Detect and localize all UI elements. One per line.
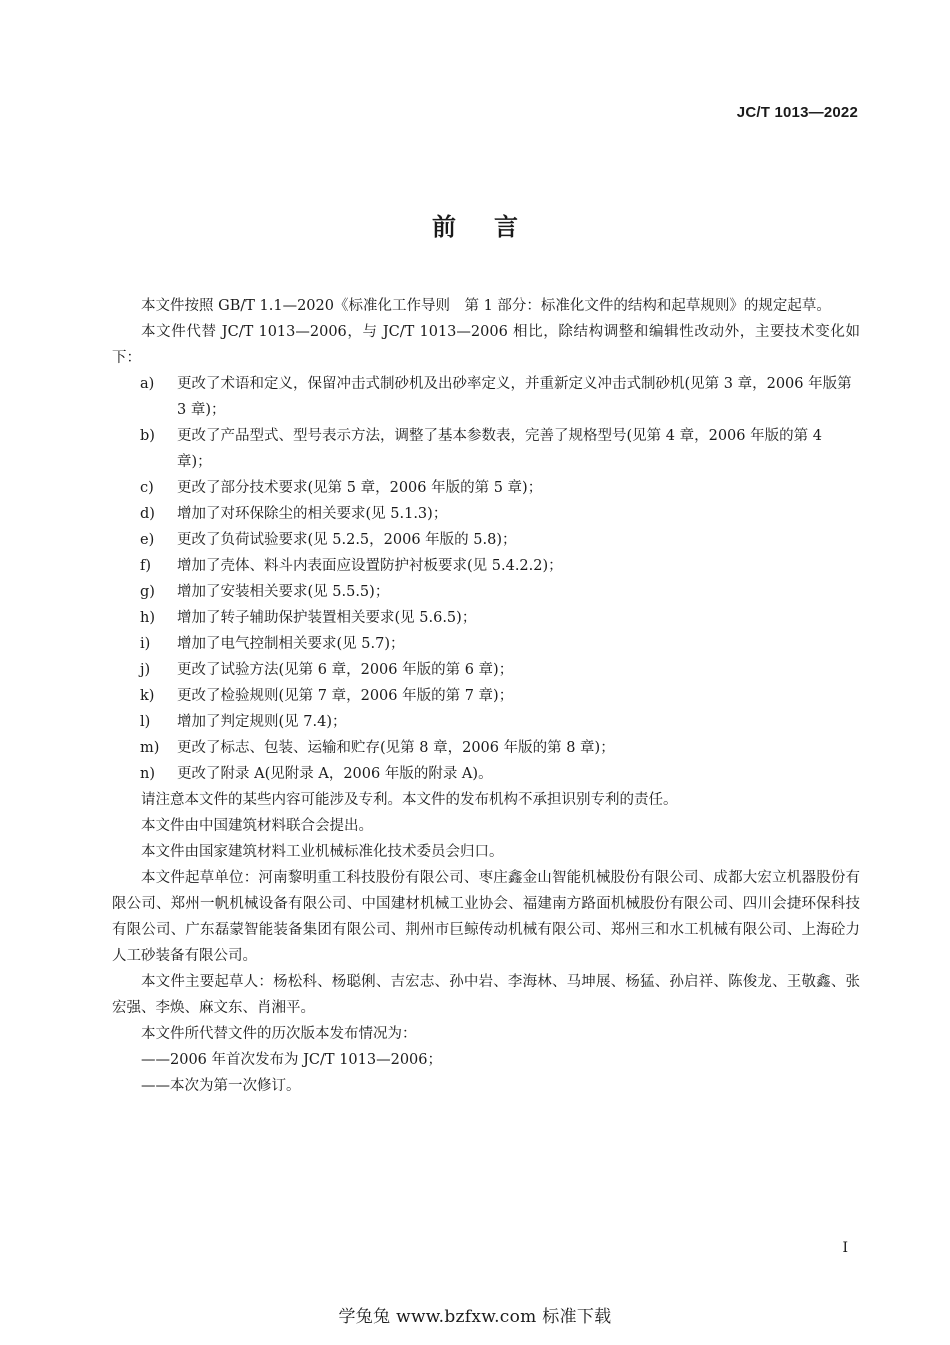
list-marker: l) (140, 714, 151, 730)
changes-list (112, 371, 860, 787)
list-item-text: 增加了电气控制相关要求(见 5.7)； (177, 636, 405, 652)
list-item (112, 527, 860, 553)
list-item-text: 更改了试验方法(见第 6 章，2006 年版的第 6 章)； (177, 662, 514, 678)
list-item (112, 475, 860, 501)
list-item (112, 761, 860, 787)
list-item-text: 更改了附录 A(见附录 A，2006 年版的附录 A)。 (177, 766, 493, 782)
list-marker: f) (140, 558, 152, 574)
foreword-body (112, 293, 860, 1099)
list-item-text: 增加了安装相关要求(见 5.5.5)； (177, 584, 390, 600)
list-item (112, 735, 860, 761)
list-marker: e) (140, 532, 155, 548)
list-marker: a) (140, 376, 155, 392)
list-item-text: 更改了负荷试验要求(见 5.2.5，2006 年版的 5.8)； (177, 532, 517, 548)
list-item (112, 579, 860, 605)
history-item: ——本次为第一次修订。 (141, 1078, 301, 1094)
list-item (112, 631, 860, 657)
history-intro: 本文件所代替文件的历次版本发布情况为： (141, 1026, 417, 1042)
list-marker: i) (140, 636, 151, 652)
list-item (112, 709, 860, 735)
list-item-text: 增加了判定规则(见 7.4)； (177, 714, 347, 730)
history-item: ——2006 年首次发布为 JC/T 1013—2006； (141, 1052, 442, 1068)
page-number: I (842, 1240, 848, 1256)
committee-statement: 本文件由国家建筑材料工业机械标准化技术委员会归口。 (141, 844, 504, 860)
list-item-text: 更改了部分技术要求(见第 5 章，2006 年版的第 5 章)； (177, 480, 543, 496)
standard-code: JC/T 1013—2022 (736, 104, 858, 121)
list-item (112, 371, 860, 423)
list-item-text: 增加了转子辅助保护装置相关要求(见 5.6.5)； (177, 610, 477, 626)
list-item (112, 683, 860, 709)
drafters: 本文件主要起草人：杨松科、杨聪俐、吉宏志、孙中岩、李海林、马坤展、杨猛、孙启祥、陈俊龙、王敬鑫、张宏强、李焕、麻文东、肖湘平。 (112, 974, 860, 1016)
list-marker: d) (140, 506, 155, 522)
list-item-text: 更改了产品型式、型号表示方法，调整了基本参数表，完善了规格型号(见第 4 章，2006 年版的第 4 章)； (177, 428, 822, 470)
page-title: 前言 (432, 213, 556, 241)
intro-paragraph: 本文件代替 JC/T 1013—2006，与 JC/T 1013—2006 相比，除结构调整和编辑性改动外，主要技术变化如下： (112, 324, 860, 366)
list-item (112, 423, 860, 475)
drafting-organizations: 本文件起草单位：河南黎明重工科技股份有限公司、枣庄鑫金山智能机械股份有限公司、成都大宏立机器股份有限公司、郑州一帆机械设备有限公司、中国建材机械工业协会、福建南方路面机械股份有限公司、四川会捷环保科技有限公司、广东磊蒙智能装备集团有限公司、荆州市巨鲸传动机械有限公司、郑州三和水工机械有限公司、上海砼力人工砂装备有限公司。 (112, 870, 860, 964)
list-marker: j) (140, 662, 151, 678)
list-item-text: 更改了术语和定义，保留冲击式制砂机及出砂率定义，并重新定义冲击式制砂机(见第 3 章，2006 年版第 3 章)； (177, 376, 852, 418)
list-item-text: 更改了标志、包装、运输和贮存(见第 8 章，2006 年版的第 8 章)； (177, 740, 615, 756)
list-marker: n) (140, 766, 155, 782)
list-item (112, 657, 860, 683)
list-item-text: 增加了壳体、料斗内表面应设置防护衬板要求(见 5.4.2.2)； (177, 558, 563, 574)
footer-watermark: 学兔兔 www.bzfxw.com 标准下载 (338, 1307, 612, 1327)
list-item-text: 增加了对环保除尘的相关要求(见 5.1.3)； (177, 506, 448, 522)
list-item (112, 553, 860, 579)
list-marker: m) (140, 740, 160, 756)
list-marker: c) (140, 480, 154, 496)
intro-paragraph: 本文件按照 GB/T 1.1—2020《标准化工作导则 第 1 部分：标准化文件的结构和起草规则》的规定起草。 (141, 298, 831, 314)
list-marker: k) (140, 688, 155, 704)
patent-notice: 请注意本文件的某些内容可能涉及专利。本文件的发布机构不承担识别专利的责任。 (141, 792, 678, 808)
list-item-text: 更改了检验规则(见第 7 章，2006 年版的第 7 章)； (177, 688, 514, 704)
list-marker: g) (140, 584, 155, 600)
list-marker: b) (140, 428, 155, 444)
list-item (112, 605, 860, 631)
proposer-statement: 本文件由中国建筑材料联合会提出。 (141, 818, 373, 834)
list-item (112, 501, 860, 527)
list-marker: h) (140, 610, 155, 626)
